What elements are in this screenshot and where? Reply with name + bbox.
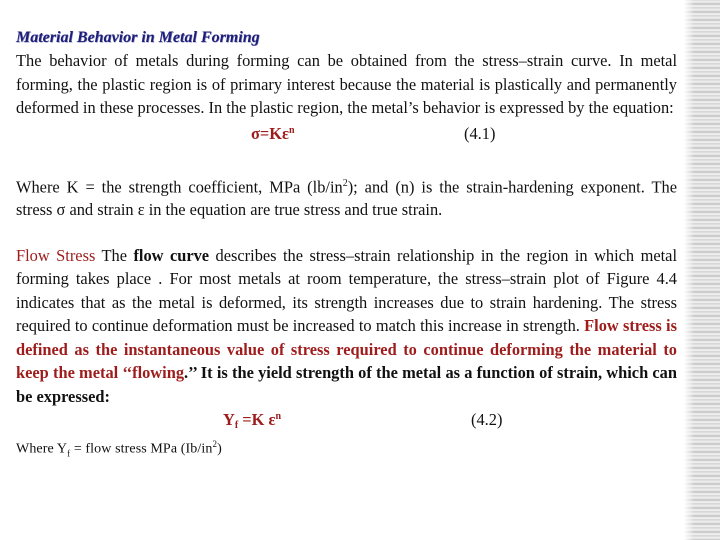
equation-4-2-y: Y [223,410,235,430]
where2-text-a: Where Y [16,442,68,458]
equation-4-1-base: σ=Kε [251,123,290,143]
equation-4-2-sub: f [234,420,239,432]
where1-sup: 2 [342,177,348,189]
where1-text-a: Where K = the strength coefficient, MPa (lb/in [16,176,343,196]
flow-text-a: The [95,245,134,265]
slide-content [16,27,677,464]
where2-text-b: = flow stress MPa (Ib/in [70,442,213,458]
slide-heading: Material Behavior in Metal Forming [16,29,260,46]
equation-4-2-formula [223,410,281,431]
where-paragraph-2 [16,434,677,463]
where2-sup: 2 [212,439,218,450]
equation-4-2 [16,408,677,434]
where2-sub: f [67,448,71,459]
flow-stress-label: Flow Stress [16,245,96,265]
where-paragraph-1 [16,172,677,222]
equation-4-2-exponent: n [275,411,282,423]
flow-stress-definition: Flow stress is defined as the instantaneous value of stress required to continue deforming the material to keep the metal ‘‘flowing [16,316,677,383]
flow-stress-paragraph [16,244,677,409]
flow-curve-term: flow curve [133,245,210,265]
equation-4-1-number: (4.1) [464,123,496,143]
intro-paragraph: The behavior of metals during forming can be obtained from the stress–strain curve. In metal forming, the plastic region is of primary interest because the material is plastically and permanently deformed in these processes. In the plastic region, the metal’s behavior is expressed by the equation: [16,51,677,117]
where1-text-b: ); and (n) is the strain-hardening exponent. The stress σ and strain ε in the equation are true stress and true strain. [16,176,677,220]
equation-4-2-number: (4.2) [471,410,503,430]
equation-4-2-mid: =K ε [238,410,276,430]
where2-text-c: ) [217,442,222,458]
decorative-edge-strip [684,0,720,540]
equation-4-1 [16,120,677,150]
equation-4-1-formula [251,124,295,144]
flow-text-c: .’’ It is the yield strength of the metal as a function of strain, which can be expressed: [16,363,677,406]
flow-text-b: describes the stress–strain relationship in the region in which metal forming takes place . For most metals at room temperature, the stress–strain plot of Figure 4.4 indicates that as the metal is deformed, its strength increases due to strain hardening. The stress required to continue deformation must be increased to match this increase in strength. [16,245,677,336]
equation-4-1-exponent: n [289,124,295,136]
